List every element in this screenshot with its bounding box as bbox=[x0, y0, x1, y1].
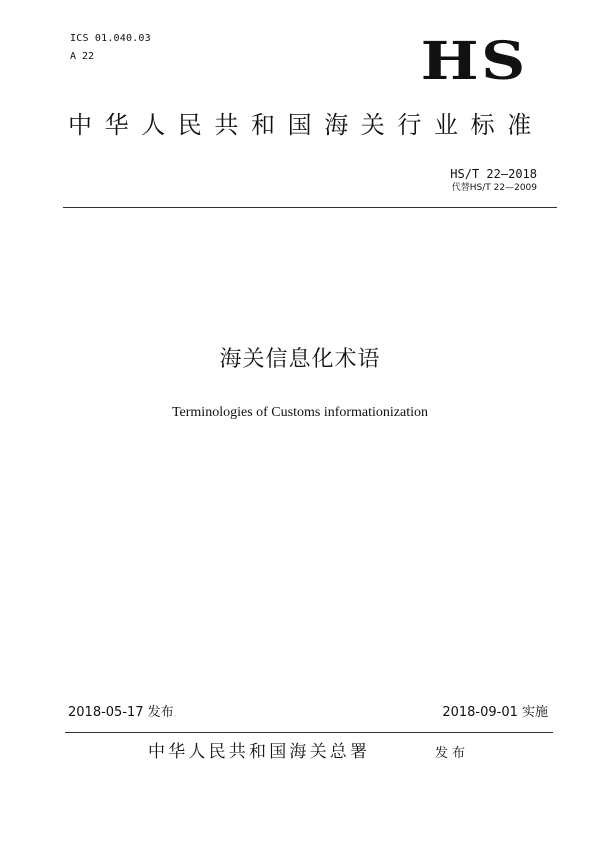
ics-code: ICS 01.040.03 bbox=[70, 33, 151, 44]
top-divider bbox=[63, 207, 557, 208]
document-title: 海关信息化术语 bbox=[219, 347, 381, 372]
publish-label: 发布 bbox=[435, 746, 470, 761]
implementation-date: 2018-09-01 实施 bbox=[442, 705, 548, 720]
standard-category-title: 中华人民共和国海关行业标准 bbox=[68, 111, 544, 139]
document-subtitle: Terminologies of Customs informationization bbox=[171, 405, 429, 420]
issue-date: 2018-05-17 发布 bbox=[68, 705, 174, 720]
issuer-name: 中华人民共和国海关总署 bbox=[148, 742, 371, 762]
replaces-standard: 代替HS/T 22—2009 bbox=[451, 183, 537, 193]
hs-logo: HS bbox=[420, 31, 528, 92]
standard-number: HS/T 22—2018 bbox=[450, 167, 537, 181]
bottom-divider bbox=[65, 732, 553, 733]
classification-code: A 22 bbox=[70, 51, 95, 62]
